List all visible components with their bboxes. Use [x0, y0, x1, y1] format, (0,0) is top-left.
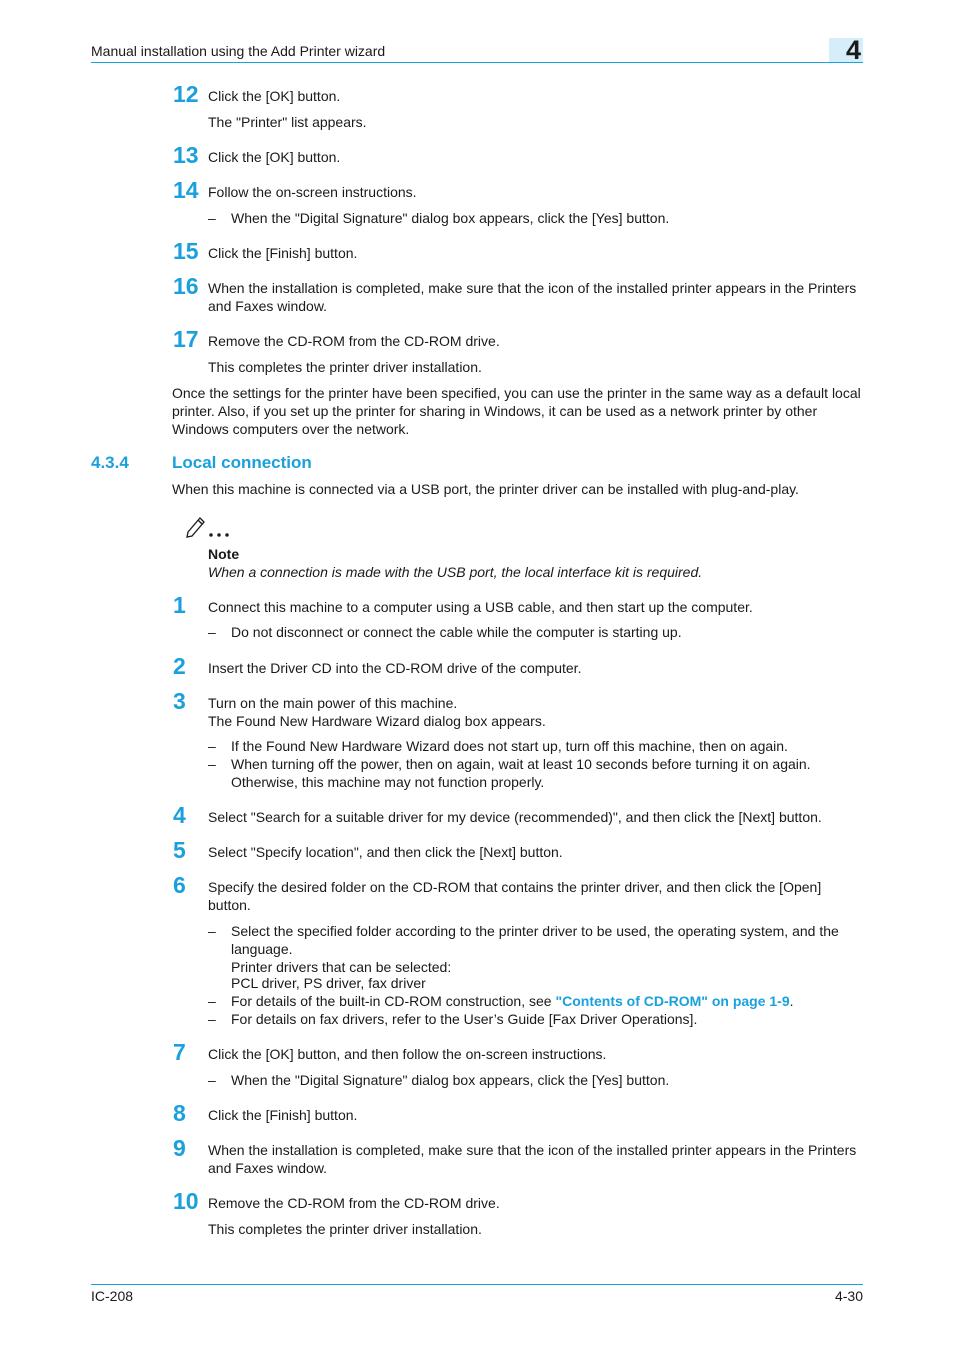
bullet-dash: – — [208, 923, 216, 939]
bullet-text: Select the specified folder according to the printer driver to be used, the operating system, and the language. — [231, 923, 839, 957]
step-number: 5 — [173, 837, 186, 863]
body-paragraph: Once the settings for the printer have been specified, you can use the printer in the same way as a default local printer. Also, if you set up the printer for sharing in Windows, it can be used as a network printer by other Windows computers over the network. — [172, 385, 861, 437]
bullet-text: When the "Digital Signature" dialog box appears, click the [Yes] button. — [231, 210, 670, 226]
step-number: 4 — [173, 802, 186, 828]
section-intro: When this machine is connected via a USB port, the printer driver can be installed with plug-and-play. — [172, 481, 799, 497]
bullet-dash: – — [208, 1011, 216, 1027]
bullet-text — [231, 992, 863, 1010]
step-number: 17 — [173, 326, 199, 352]
step-text: Insert the Driver CD into the CD-ROM drive of the computer. — [208, 660, 582, 676]
page-header — [91, 35, 863, 65]
footer-model: IC-208 — [91, 1288, 134, 1304]
step-text: Select "Search for a suitable driver for my device (recommended)", and then click the [Next] button. — [208, 809, 822, 825]
step-number: 9 — [173, 1135, 186, 1161]
step-result: The Found New Hardware Wizard dialog box appears. — [208, 713, 546, 729]
section-title: Local connection — [172, 453, 312, 472]
bullet-dash: – — [208, 624, 216, 640]
step-number: 12 — [173, 81, 199, 107]
step-number: 13 — [173, 142, 199, 168]
bullet-text: When the "Digital Signature" dialog box appears, click the [Yes] button. — [231, 1072, 670, 1088]
step-number: 1 — [173, 592, 186, 618]
bullet-dash: – — [208, 993, 216, 1009]
footer-page-number: 4-30 — [834, 1288, 863, 1304]
bullet-subline: PCL driver, PS driver, fax driver — [231, 975, 426, 991]
note-label: Note — [208, 546, 240, 562]
header-title: Manual installation using the Add Printer wizard — [91, 43, 386, 59]
step-number: 8 — [173, 1100, 186, 1126]
cross-reference-link[interactable]: "Contents of CD-ROM" on page 1-9 — [555, 993, 790, 1009]
step-result: This completes the printer driver installation. — [208, 1221, 482, 1237]
step-number: 2 — [173, 653, 186, 679]
step-result: The "Printer" list appears. — [208, 114, 367, 130]
bullet-dash: – — [208, 738, 216, 754]
bullet-text: Do not disconnect or connect the cable while the computer is starting up. — [231, 624, 682, 640]
note-text: When a connection is made with the USB port, the local interface kit is required. — [208, 564, 703, 580]
step-text: When the installation is completed, make sure that the icon of the installed printer appears in the Printers and Faxes window. — [208, 1142, 857, 1176]
step-result: This completes the printer driver installation. — [208, 359, 482, 375]
step-text: Click the [OK] button. — [208, 149, 341, 165]
step-text: Connect this machine to a computer using a USB cable, and then start up the computer. — [208, 599, 753, 615]
pencil-note-icon — [186, 513, 232, 539]
step-number: 16 — [173, 273, 199, 299]
bullet-text: For details on fax drivers, refer to the User’s Guide [Fax Driver Operations]. — [231, 1011, 698, 1027]
step-text: Specify the desired folder on the CD-ROM that contains the printer driver, and then click the [Open] button. — [208, 879, 822, 913]
bullet-text: If the Found New Hardware Wizard does not start up, turn off this machine, then on again. — [231, 738, 788, 754]
section-number: 4.3.4 — [91, 453, 129, 472]
step-number: 10 — [173, 1188, 199, 1214]
step-number: 7 — [173, 1039, 186, 1065]
step-text: Follow the on-screen instructions. — [208, 184, 417, 200]
bullet-dash: – — [208, 1072, 216, 1088]
step-text: When the installation is completed, make sure that the icon of the installed printer appears in the Printers and Faxes window. — [208, 280, 857, 314]
step-number: 3 — [173, 688, 186, 714]
step-number: 14 — [173, 177, 199, 203]
step-text: Remove the CD-ROM from the CD-ROM drive. — [208, 333, 500, 349]
page-footer — [91, 1284, 863, 1304]
step-text: Click the [Finish] button. — [208, 1107, 358, 1123]
bullet-text-suffix: . — [789, 993, 794, 1009]
bullet-text: When turning off the power, then on again, wait at least 10 seconds before turning it on again. Otherwise, this machine may not function properly. — [231, 756, 811, 790]
step-text: Click the [Finish] button. — [208, 245, 358, 261]
step-text: Remove the CD-ROM from the CD-ROM drive. — [208, 1195, 500, 1211]
step-text: Select "Specify location", and then click the [Next] button. — [208, 844, 563, 860]
step-text: Click the [OK] button. — [208, 88, 341, 104]
step-text: Turn on the main power of this machine. — [208, 695, 458, 711]
step-number: 15 — [173, 238, 199, 264]
bullet-text-prefix: For details of the built-in CD-ROM construction, see — [231, 993, 556, 1009]
chapter-tab — [829, 35, 863, 65]
bullet-dash: – — [208, 210, 216, 226]
bullet-dash: – — [208, 756, 216, 772]
chapter-number: 4 — [845, 35, 861, 65]
step-number: 6 — [173, 872, 186, 898]
bullet-subline: Printer drivers that can be selected: — [231, 959, 452, 975]
step-text: Click the [OK] button, and then follow the on-screen instructions. — [208, 1046, 607, 1062]
